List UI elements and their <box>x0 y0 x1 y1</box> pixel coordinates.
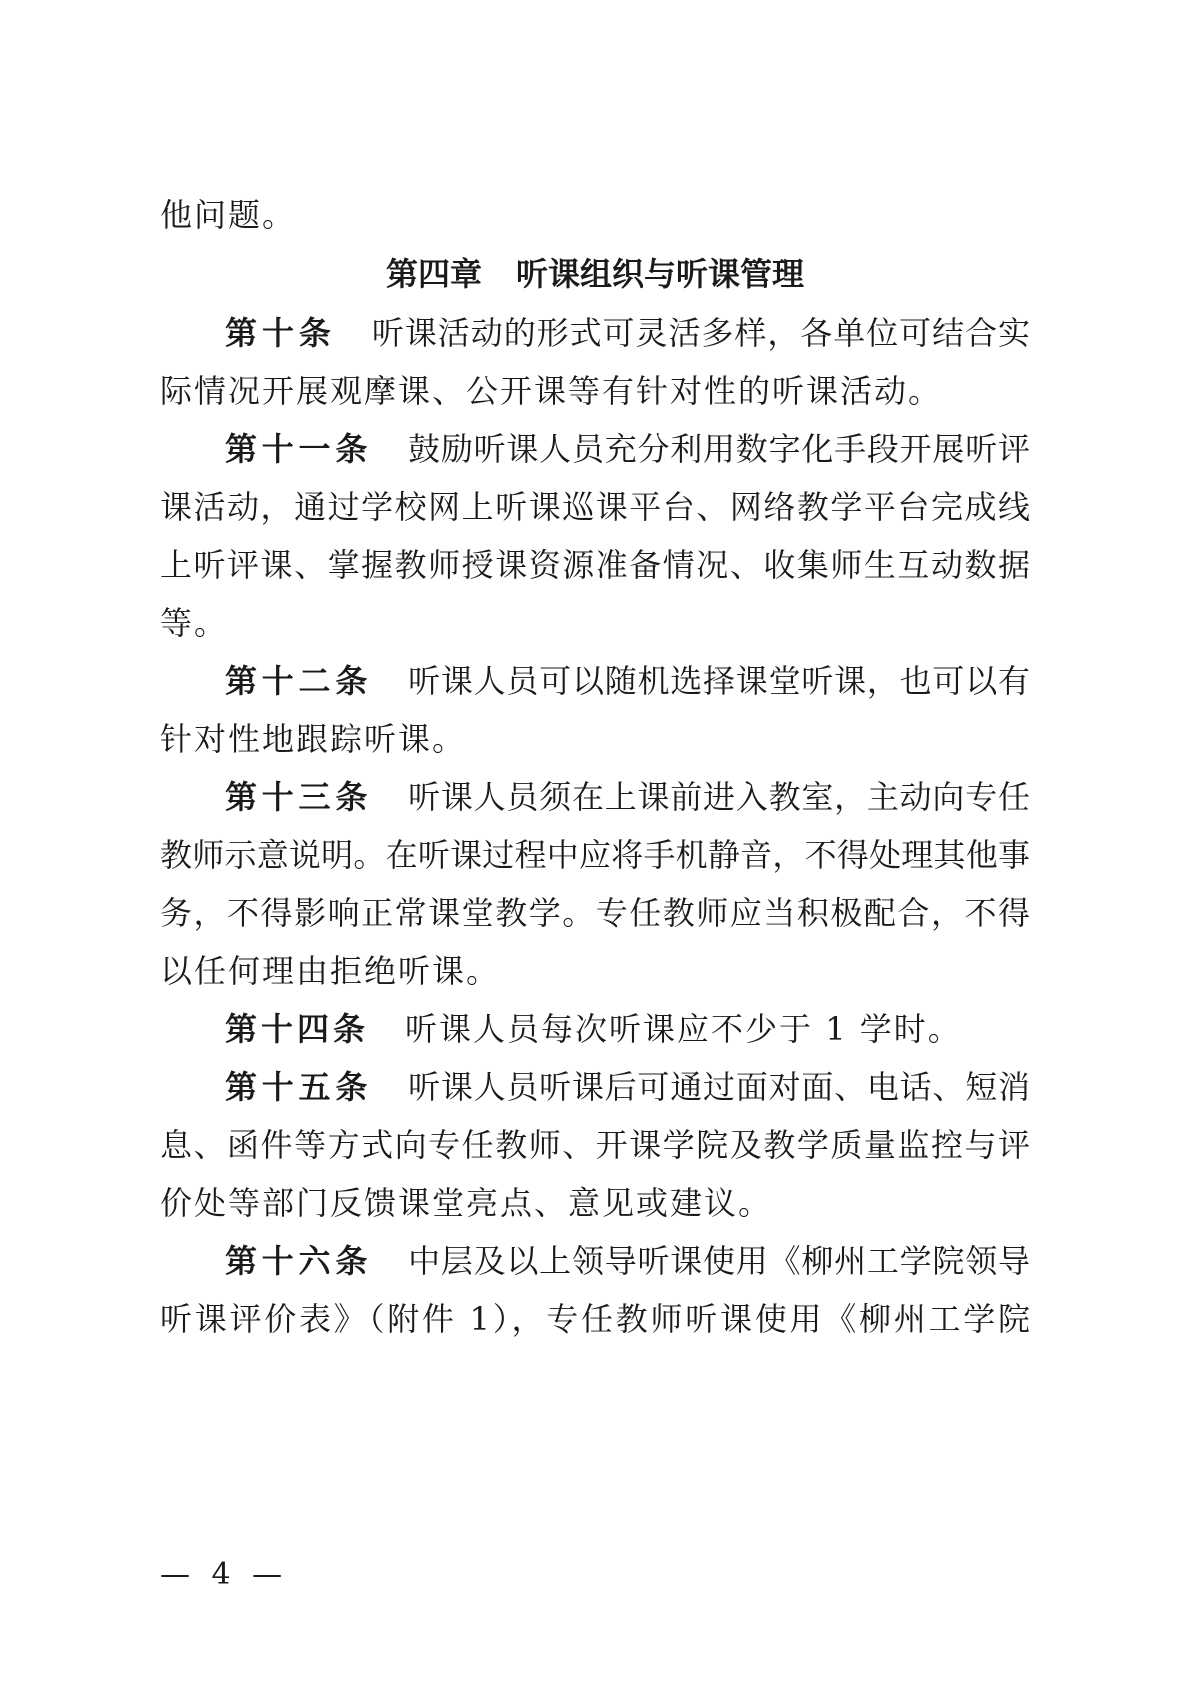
article-16-line-1 <box>225 1231 1030 1291</box>
article-15-line-2: 息、函件等方式向专任教师、开课学院及教学质量监控与评 <box>160 1126 1030 1164</box>
article-11-line-4: 等。 <box>160 604 229 642</box>
article-15-line-1 <box>225 1057 1030 1117</box>
article-10-line-1 <box>225 303 1030 363</box>
article-15-line-3: 价处等部门反馈课堂亮点、意见或建议。 <box>160 1184 773 1222</box>
article-11-label: 第十一条 <box>225 430 373 468</box>
article-16-line-2: 听课评价表》（附件 1），专任教师听课使用《柳州工学院 <box>160 1300 1030 1338</box>
article-16-label: 第十六条 <box>225 1242 373 1280</box>
article-13-line-3: 务，不得影响正常课堂教学。专任教师应当积极配合，不得 <box>160 894 1030 932</box>
article-16-text: 中层及以上领导听课使用《柳州工学院领导 <box>408 1242 1030 1280</box>
chapter-heading <box>0 244 1190 304</box>
article-14-line-1 <box>225 999 1030 1059</box>
article-10-line-2: 际情况开展观摩课、公开课等有针对性的听课活动。 <box>160 372 943 410</box>
article-10-text: 听课活动的形式可灵活多样，各单位可结合实 <box>371 314 1030 352</box>
article-15-text: 听课人员听课后可通过面对面、电话、短消 <box>408 1068 1030 1106</box>
article-11-text: 鼓励听课人员充分利用数字化手段开展听评 <box>408 430 1030 468</box>
article-10-label: 第十条 <box>225 314 336 352</box>
article-15-label: 第十五条 <box>225 1068 373 1106</box>
article-13-line-2: 教师示意说明。在听课过程中应将手机静音，不得处理其他事 <box>160 836 1030 874</box>
article-12-text: 听课人员可以随机选择课堂听课，也可以有 <box>408 662 1030 700</box>
article-14-text: 听课人员每次听课应不少于 1 学时。 <box>405 1010 962 1048</box>
article-13-line-1 <box>225 767 1030 827</box>
article-13-label: 第十三条 <box>225 778 373 816</box>
article-12-line-1 <box>225 651 1030 711</box>
article-11-line-2: 课活动，通过学校网上听课巡课平台、网络教学平台完成线 <box>160 488 1030 526</box>
page-number: — 4 — <box>160 1557 289 1592</box>
chapter-number: 第四章 <box>385 255 482 293</box>
article-12-line-2: 针对性地跟踪听课。 <box>160 720 467 758</box>
article-11-line-3: 上听评课、掌握教师授课资源准备情况、收集师生互动数据 <box>160 546 1030 584</box>
article-13-line-4: 以任何理由拒绝听课。 <box>160 952 501 990</box>
chapter-title: 听课组织与听课管理 <box>516 255 805 293</box>
article-14-label: 第十四条 <box>225 1010 370 1048</box>
article-13-text: 听课人员须在上课前进入教室，主动向专任 <box>408 778 1030 816</box>
article-12-label: 第十二条 <box>225 662 373 700</box>
continuation-text: 他问题。 <box>160 196 297 234</box>
article-11-line-1 <box>225 419 1030 479</box>
